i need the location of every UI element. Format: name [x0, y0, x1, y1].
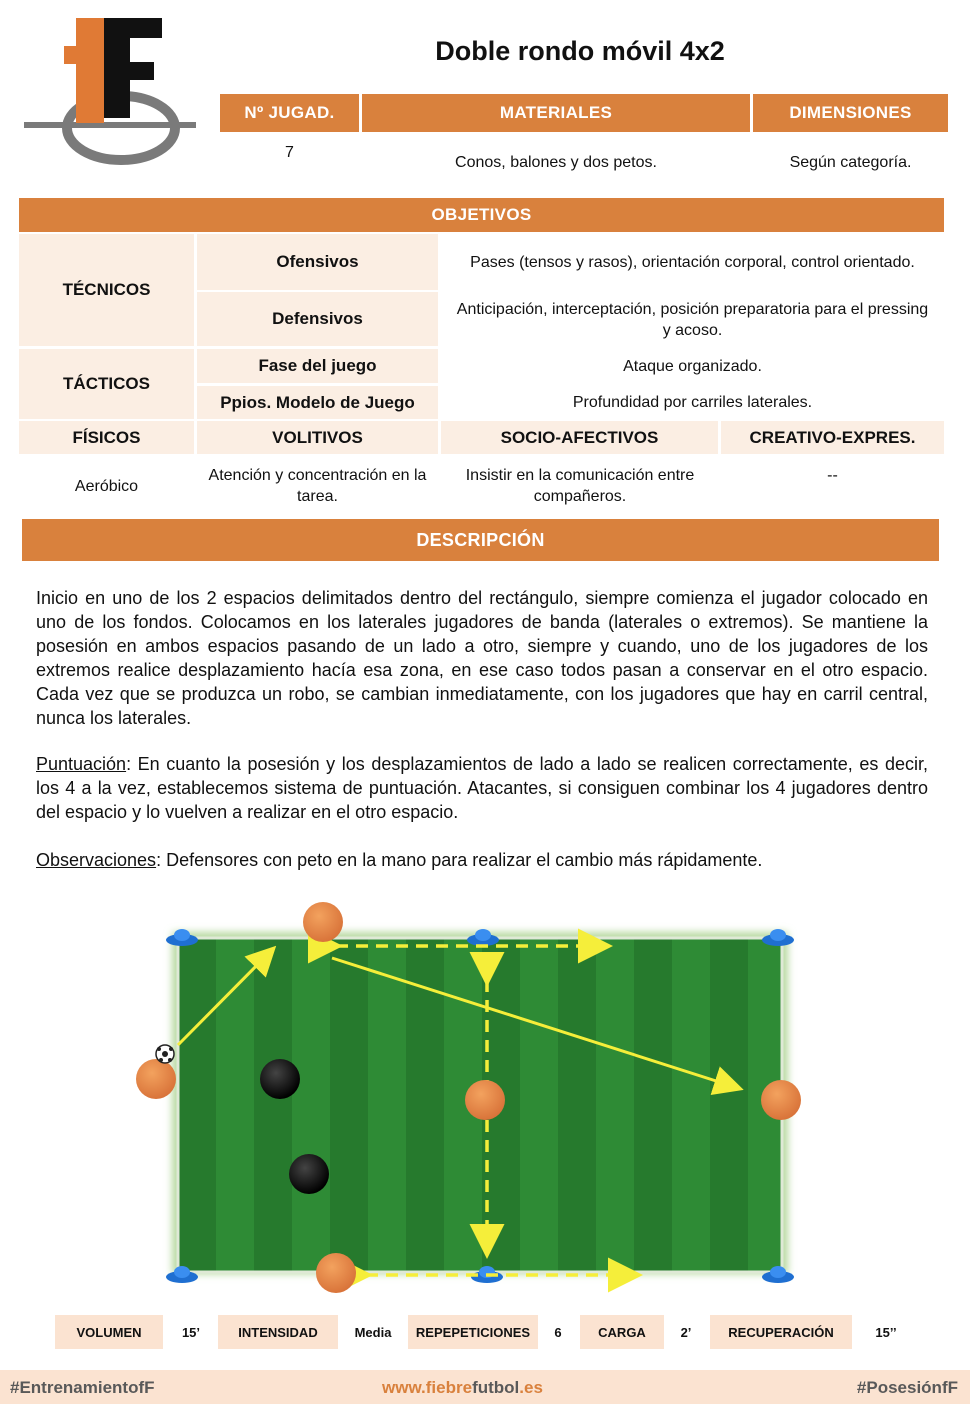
- footer-left-hashtag: #EntrenamientofF: [10, 1378, 155, 1397]
- creative-label: CREATIVO-EXPRES.: [721, 421, 944, 454]
- site-prefix: www.fiebre: [382, 1378, 473, 1397]
- physical-label: FÍSICOS: [19, 421, 194, 454]
- load-value: 2’: [680, 1324, 692, 1340]
- attacker-player: [465, 1080, 505, 1120]
- cone-icon: [467, 929, 499, 946]
- reps-label: REPEPETICIONES: [408, 1315, 538, 1349]
- cone-icon: [762, 929, 794, 946]
- phase-label: Fase del juego: [197, 349, 438, 383]
- players-header: Nº JUGAD.: [220, 94, 359, 132]
- load-label: CARGA: [580, 1315, 664, 1349]
- description-heading: DESCRIPCIÓN: [22, 519, 939, 561]
- attacker-player: [136, 1059, 176, 1099]
- creative-value: --: [827, 466, 838, 484]
- dimensions-value: Según categoría.: [789, 154, 912, 171]
- offensive-value: Pases (tensos y rasos), orientación corporal, control orientado.: [470, 253, 915, 271]
- defensive-label: Defensivos: [197, 292, 438, 346]
- model-value: Profundidad por carriles laterales.: [572, 394, 813, 411]
- notes-paragraph: [36, 848, 928, 872]
- volitional-label: VOLITIVOS: [197, 421, 438, 454]
- reps-value: 6: [554, 1324, 562, 1340]
- description-paragraph: Inicio en uno de los 2 espacios delimitados dentro del rectángulo, siempre comienza el jugador colocado en uno de los fondos. Colocamos en los laterales jugadores de banda (laterales o extremos). Se mantiene la posesión en ambos espacios pasando de un lado a otro, siempre y cuando, uno de los jugadores de los extremos realice desplazamiento hacía esa zona, en ese caso todos pasan a conservar en el otro espacio. Cada vez que se produzca un robo, se cambian inmediatamente, con los jugadores que hay en carril central, nunca los laterales.: [36, 588, 928, 728]
- recovery-value: 15’’: [875, 1324, 897, 1340]
- offensive-label: Ofensivos: [197, 234, 438, 290]
- cone-icon: [166, 929, 198, 946]
- scoring-paragraph: [36, 752, 928, 824]
- defender-player: [260, 1059, 300, 1099]
- scoring-text: : En cuanto la posesión y los desplazamientos de lado a lado se realicen correctamente, es decir, los 4 a la vez, establecemos sistema de puntuación. Atacantes, si consiguen combinar los 4 jugadores dentro del espacio y lo vuelven a realizar en el otro espacio.: [36, 754, 928, 822]
- social-value: Insistir en la comunicación entre compañeros.: [465, 467, 695, 505]
- defender-player: [289, 1154, 329, 1194]
- technical-label: TÉCNICOS: [19, 234, 194, 346]
- notes-text: : Defensores con peto en la mano para realizar el cambio más rápidamente.: [156, 850, 763, 870]
- volume-label: VOLUMEN: [55, 1315, 163, 1349]
- attacker-player: [303, 902, 343, 942]
- materials-header: MATERIALES: [362, 94, 750, 132]
- volume-value: 15’: [181, 1324, 201, 1340]
- footer-website-link[interactable]: [382, 1378, 543, 1398]
- site-suffix: .es: [519, 1378, 543, 1397]
- pitch-svg: [130, 890, 820, 1300]
- players-value: 7: [285, 144, 294, 161]
- attacker-player: [761, 1080, 801, 1120]
- notes-label: Observaciones: [36, 850, 157, 870]
- dimensions-header: DIMENSIONES: [753, 94, 948, 132]
- tactical-label: TÁCTICOS: [19, 349, 194, 419]
- social-label: SOCIO-AFECTIVOS: [441, 421, 718, 454]
- footer-right-hashtag: #PosesiónfF: [856, 1378, 958, 1397]
- page-title: Doble rondo móvil 4x2: [435, 36, 725, 66]
- physical-value: Aeróbico: [74, 477, 139, 495]
- objectives-heading: OBJETIVOS: [19, 198, 944, 232]
- volitional-value: Atención y concentración en la tarea.: [208, 467, 427, 505]
- logo: [24, 18, 199, 168]
- attacker-player: [316, 1253, 356, 1293]
- scoring-label: Puntuación: [36, 754, 127, 774]
- ball-icon: [156, 1045, 174, 1063]
- intensity-value: Media: [354, 1324, 392, 1340]
- materials-value: Conos, balones y dos petos.: [455, 154, 657, 171]
- pitch-diagram: [130, 890, 820, 1300]
- defensive-value: Anticipación, interceptación, posición preparatoria para el pressing y acoso.: [456, 301, 929, 339]
- intensity-label: INTENSIDAD: [218, 1315, 338, 1349]
- site-bold: futbol: [472, 1378, 520, 1397]
- recovery-label: RECUPERACIÓN: [710, 1315, 852, 1349]
- logo-graphic: [24, 18, 199, 168]
- phase-value: Ataque organizado.: [623, 357, 762, 375]
- model-label: Ppios. Modelo de Juego: [197, 386, 438, 419]
